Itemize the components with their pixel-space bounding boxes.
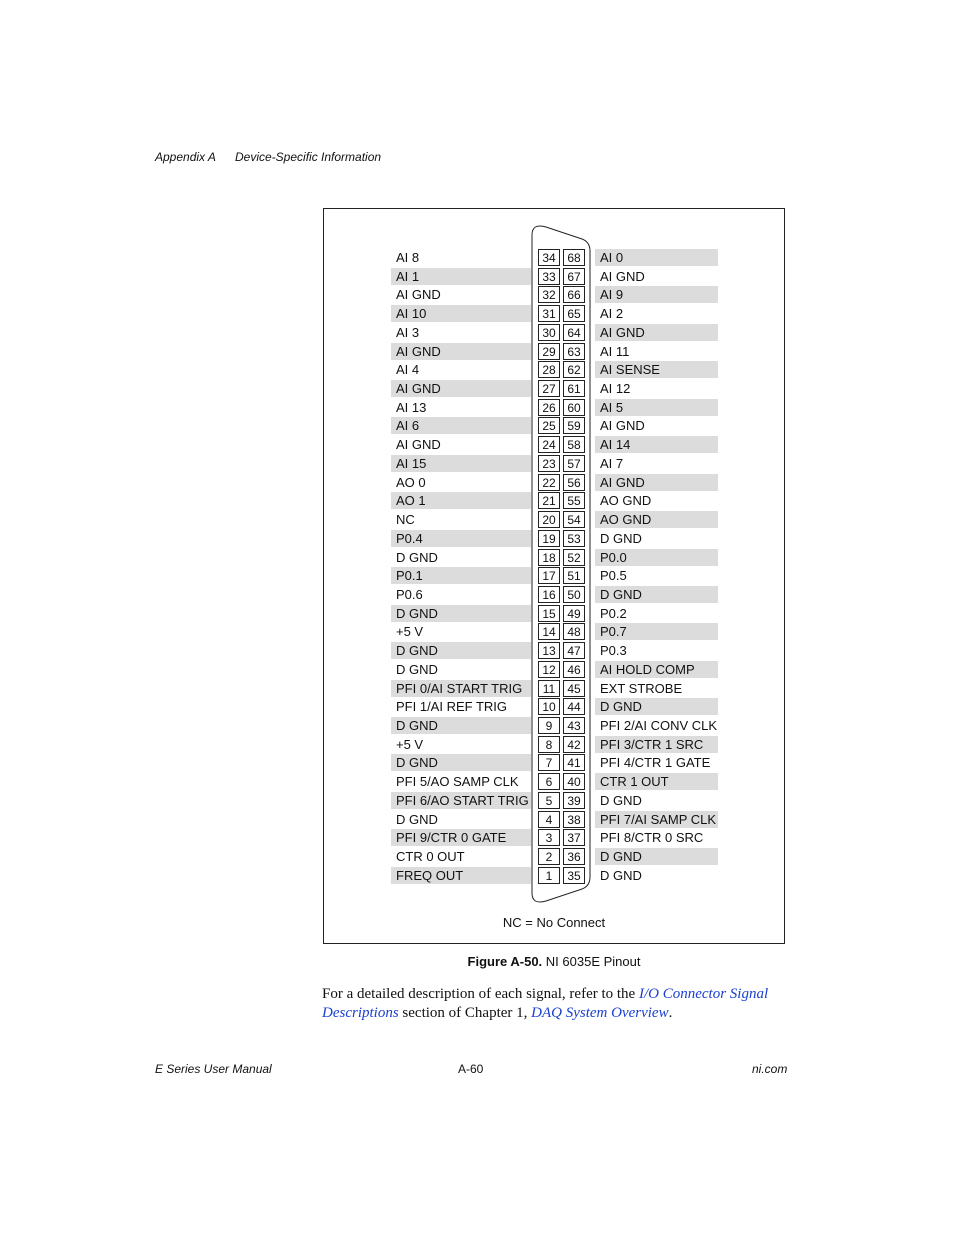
right-signal-label: AI 9 (595, 286, 718, 303)
left-pin-number: 24 (538, 436, 560, 453)
left-pin-number: 16 (538, 586, 560, 603)
right-pin-number: 54 (563, 511, 585, 528)
right-signal-label: AI SENSE (595, 361, 718, 378)
right-signal-label: AI 2 (600, 306, 624, 321)
right-pin-number: 41 (563, 754, 585, 771)
right-signal-label: AI 5 (595, 399, 718, 416)
right-pin-number: 53 (563, 530, 585, 547)
right-signal-label: AI 14 (595, 436, 718, 453)
right-pin-number: 57 (563, 455, 585, 472)
right-signal-label: EXT STROBE (600, 681, 683, 696)
left-pin-number: 7 (538, 754, 560, 771)
left-pin-number: 9 (538, 717, 560, 734)
right-pin-number: 60 (563, 399, 585, 416)
left-signal-label: AI 1 (391, 268, 531, 285)
left-pin-number: 29 (538, 343, 560, 360)
description-paragraph (322, 985, 792, 1023)
right-signal-label: AI HOLD COMP (595, 661, 718, 678)
left-signal-label: +5 V (396, 737, 424, 752)
right-pin-number: 61 (563, 380, 585, 397)
right-signal-label: P0.2 (600, 606, 627, 621)
left-pin-number: 6 (538, 773, 560, 790)
right-signal-label: P0.7 (595, 623, 718, 640)
left-pin-number: 33 (538, 268, 560, 285)
left-pin-number: 22 (538, 474, 560, 491)
right-signal-label: AI 11 (600, 344, 630, 359)
left-pin-number: 30 (538, 324, 560, 341)
right-pin-number: 51 (563, 567, 585, 584)
header-title: Device-Specific Information (235, 150, 382, 164)
right-pin-number: 58 (563, 436, 585, 453)
right-pin-number: 43 (563, 717, 585, 734)
left-signal-label: AI 10 (391, 305, 531, 322)
footer-site: ni.com (752, 1062, 788, 1076)
left-pin-number: 21 (538, 492, 560, 509)
left-signal-label: D GND (396, 812, 438, 827)
right-pin-number: 40 (563, 773, 585, 790)
left-signal-label: D GND (391, 605, 531, 622)
left-signal-label: P0.4 (391, 530, 531, 547)
right-pin-number: 45 (563, 680, 585, 697)
left-pin-number: 34 (538, 249, 560, 266)
left-pin-number: 15 (538, 605, 560, 622)
left-pin-number: 19 (538, 530, 560, 547)
left-signal-label: AI 6 (391, 417, 531, 434)
left-pin-number: 20 (538, 511, 560, 528)
io-connector-signal-descriptions-link[interactable]: I/O Connector Signal Descriptions (322, 986, 769, 1021)
right-signal-label: D GND (595, 698, 718, 715)
right-signal-label: AI 12 (600, 381, 631, 396)
right-signal-label: PFI 2/AI CONV CLK (600, 718, 718, 733)
right-pin-number: 68 (563, 249, 585, 266)
right-pin-number: 44 (563, 698, 585, 715)
right-signal-label: AI GND (595, 324, 718, 341)
left-pin-number: 13 (538, 642, 560, 659)
header-appendix: Appendix A (155, 150, 216, 164)
right-pin-number: 64 (563, 324, 585, 341)
right-signal-label: PFI 8/CTR 0 SRC (600, 830, 704, 845)
left-signal-label: D GND (391, 717, 531, 734)
right-signal-label: P0.3 (600, 643, 627, 658)
right-pin-number: 39 (563, 792, 585, 809)
left-signal-label: P0.1 (391, 567, 531, 584)
right-pin-number: 55 (563, 492, 585, 509)
right-pin-number: 47 (563, 642, 585, 659)
right-pin-number: 67 (563, 268, 585, 285)
left-signal-label: FREQ OUT (391, 867, 531, 884)
figure-caption-text: NI 6035E Pinout (545, 954, 641, 969)
left-signal-label: AI GND (396, 287, 441, 302)
left-pin-number: 10 (538, 698, 560, 715)
left-signal-label: D GND (391, 642, 531, 659)
left-signal-label: P0.6 (396, 587, 423, 602)
left-pin-number: 8 (538, 736, 560, 753)
right-signal-label: AI GND (600, 418, 645, 433)
left-pin-number: 32 (538, 286, 560, 303)
left-pin-number: 17 (538, 567, 560, 584)
left-pin-number: 1 (538, 867, 560, 884)
left-signal-label: PFI 9/CTR 0 GATE (391, 829, 531, 846)
footer-page: A-60 (458, 1062, 484, 1076)
left-signal-label: AI 4 (396, 362, 420, 377)
right-signal-label: P0.0 (595, 549, 718, 566)
paragraph-text-2: section of Chapter 1, (398, 1005, 532, 1021)
right-signal-label: D GND (600, 531, 642, 546)
right-signal-label: P0.5 (600, 568, 627, 583)
left-pin-number: 5 (538, 792, 560, 809)
right-pin-number: 35 (563, 867, 585, 884)
right-signal-label: D GND (600, 868, 642, 883)
right-pin-number: 59 (563, 417, 585, 434)
left-signal-label: AI 15 (391, 455, 531, 472)
figure-caption (323, 954, 785, 969)
left-pin-number: 4 (538, 811, 560, 828)
right-signal-label: PFI 4/CTR 1 GATE (600, 755, 711, 770)
left-pin-number: 12 (538, 661, 560, 678)
right-signal-label: D GND (600, 793, 642, 808)
left-signal-label: +5 V (396, 624, 424, 639)
right-pin-number: 38 (563, 811, 585, 828)
pinout-figure (323, 208, 785, 944)
left-pin-number: 2 (538, 848, 560, 865)
right-pin-number: 52 (563, 549, 585, 566)
right-signal-label: AI GND (595, 474, 718, 491)
figure-caption-label: Figure A-50. (467, 954, 543, 969)
right-pin-number: 42 (563, 736, 585, 753)
left-pin-number: 31 (538, 305, 560, 322)
left-pin-number: 28 (538, 361, 560, 378)
left-signal-label: AI 8 (396, 250, 420, 265)
right-pin-number: 49 (563, 605, 585, 622)
right-pin-number: 65 (563, 305, 585, 322)
left-pin-number: 18 (538, 549, 560, 566)
daq-system-overview-link[interactable]: DAQ System Overview (531, 1005, 669, 1021)
right-pin-number: 48 (563, 623, 585, 640)
left-signal-label: PFI 5/AO SAMP CLK (396, 774, 519, 789)
right-pin-number: 46 (563, 661, 585, 678)
right-pin-number: 37 (563, 829, 585, 846)
left-signal-label: PFI 0/AI START TRIG (391, 680, 531, 697)
right-signal-label: AO GND (600, 493, 652, 508)
right-signal-label: PFI 7/AI SAMP CLK (595, 811, 718, 828)
left-signal-label: AI GND (391, 343, 531, 360)
left-pin-number: 14 (538, 623, 560, 640)
left-pin-number: 25 (538, 417, 560, 434)
left-signal-label: AO 1 (391, 492, 531, 509)
right-pin-number: 63 (563, 343, 585, 360)
right-pin-number: 66 (563, 286, 585, 303)
left-pin-number: 27 (538, 380, 560, 397)
right-pin-number: 56 (563, 474, 585, 491)
left-signal-label: AI GND (396, 437, 441, 452)
left-pin-number: 3 (538, 829, 560, 846)
left-signal-label: CTR 0 OUT (396, 849, 465, 864)
right-pin-number: 62 (563, 361, 585, 378)
right-pin-number: 50 (563, 586, 585, 603)
right-signal-label: D GND (595, 586, 718, 603)
left-signal-label: PFI 6/AO START TRIG (391, 792, 531, 809)
right-pin-number: 36 (563, 848, 585, 865)
left-signal-label: PFI 1/AI REF TRIG (396, 699, 508, 714)
paragraph-text-3: . (668, 1005, 673, 1021)
right-signal-label: AO GND (595, 511, 718, 528)
left-pin-number: 23 (538, 455, 560, 472)
left-pin-number: 26 (538, 399, 560, 416)
right-signal-label: CTR 1 OUT (595, 773, 718, 790)
right-signal-label: D GND (595, 848, 718, 865)
left-signal-label: D GND (391, 754, 531, 771)
right-signal-label: AI 7 (600, 456, 624, 471)
left-signal-label: D GND (396, 550, 438, 565)
left-signal-label: AI 13 (396, 400, 427, 415)
footer-manual: E Series User Manual (155, 1062, 272, 1076)
left-signal-label: NC (396, 512, 415, 527)
left-signal-label: D GND (396, 662, 438, 677)
nc-legend: NC = No Connect (502, 915, 606, 930)
right-signal-label: AI 0 (595, 249, 718, 266)
paragraph-text-1: For a detailed description of each signal, refer to the (322, 986, 639, 1002)
left-signal-label: AI GND (391, 380, 531, 397)
left-signal-label: AI 3 (396, 325, 420, 340)
right-signal-label: PFI 3/CTR 1 SRC (595, 736, 718, 753)
left-signal-label: AO 0 (396, 475, 426, 490)
left-pin-number: 11 (538, 680, 560, 697)
right-signal-label: AI GND (600, 269, 645, 284)
